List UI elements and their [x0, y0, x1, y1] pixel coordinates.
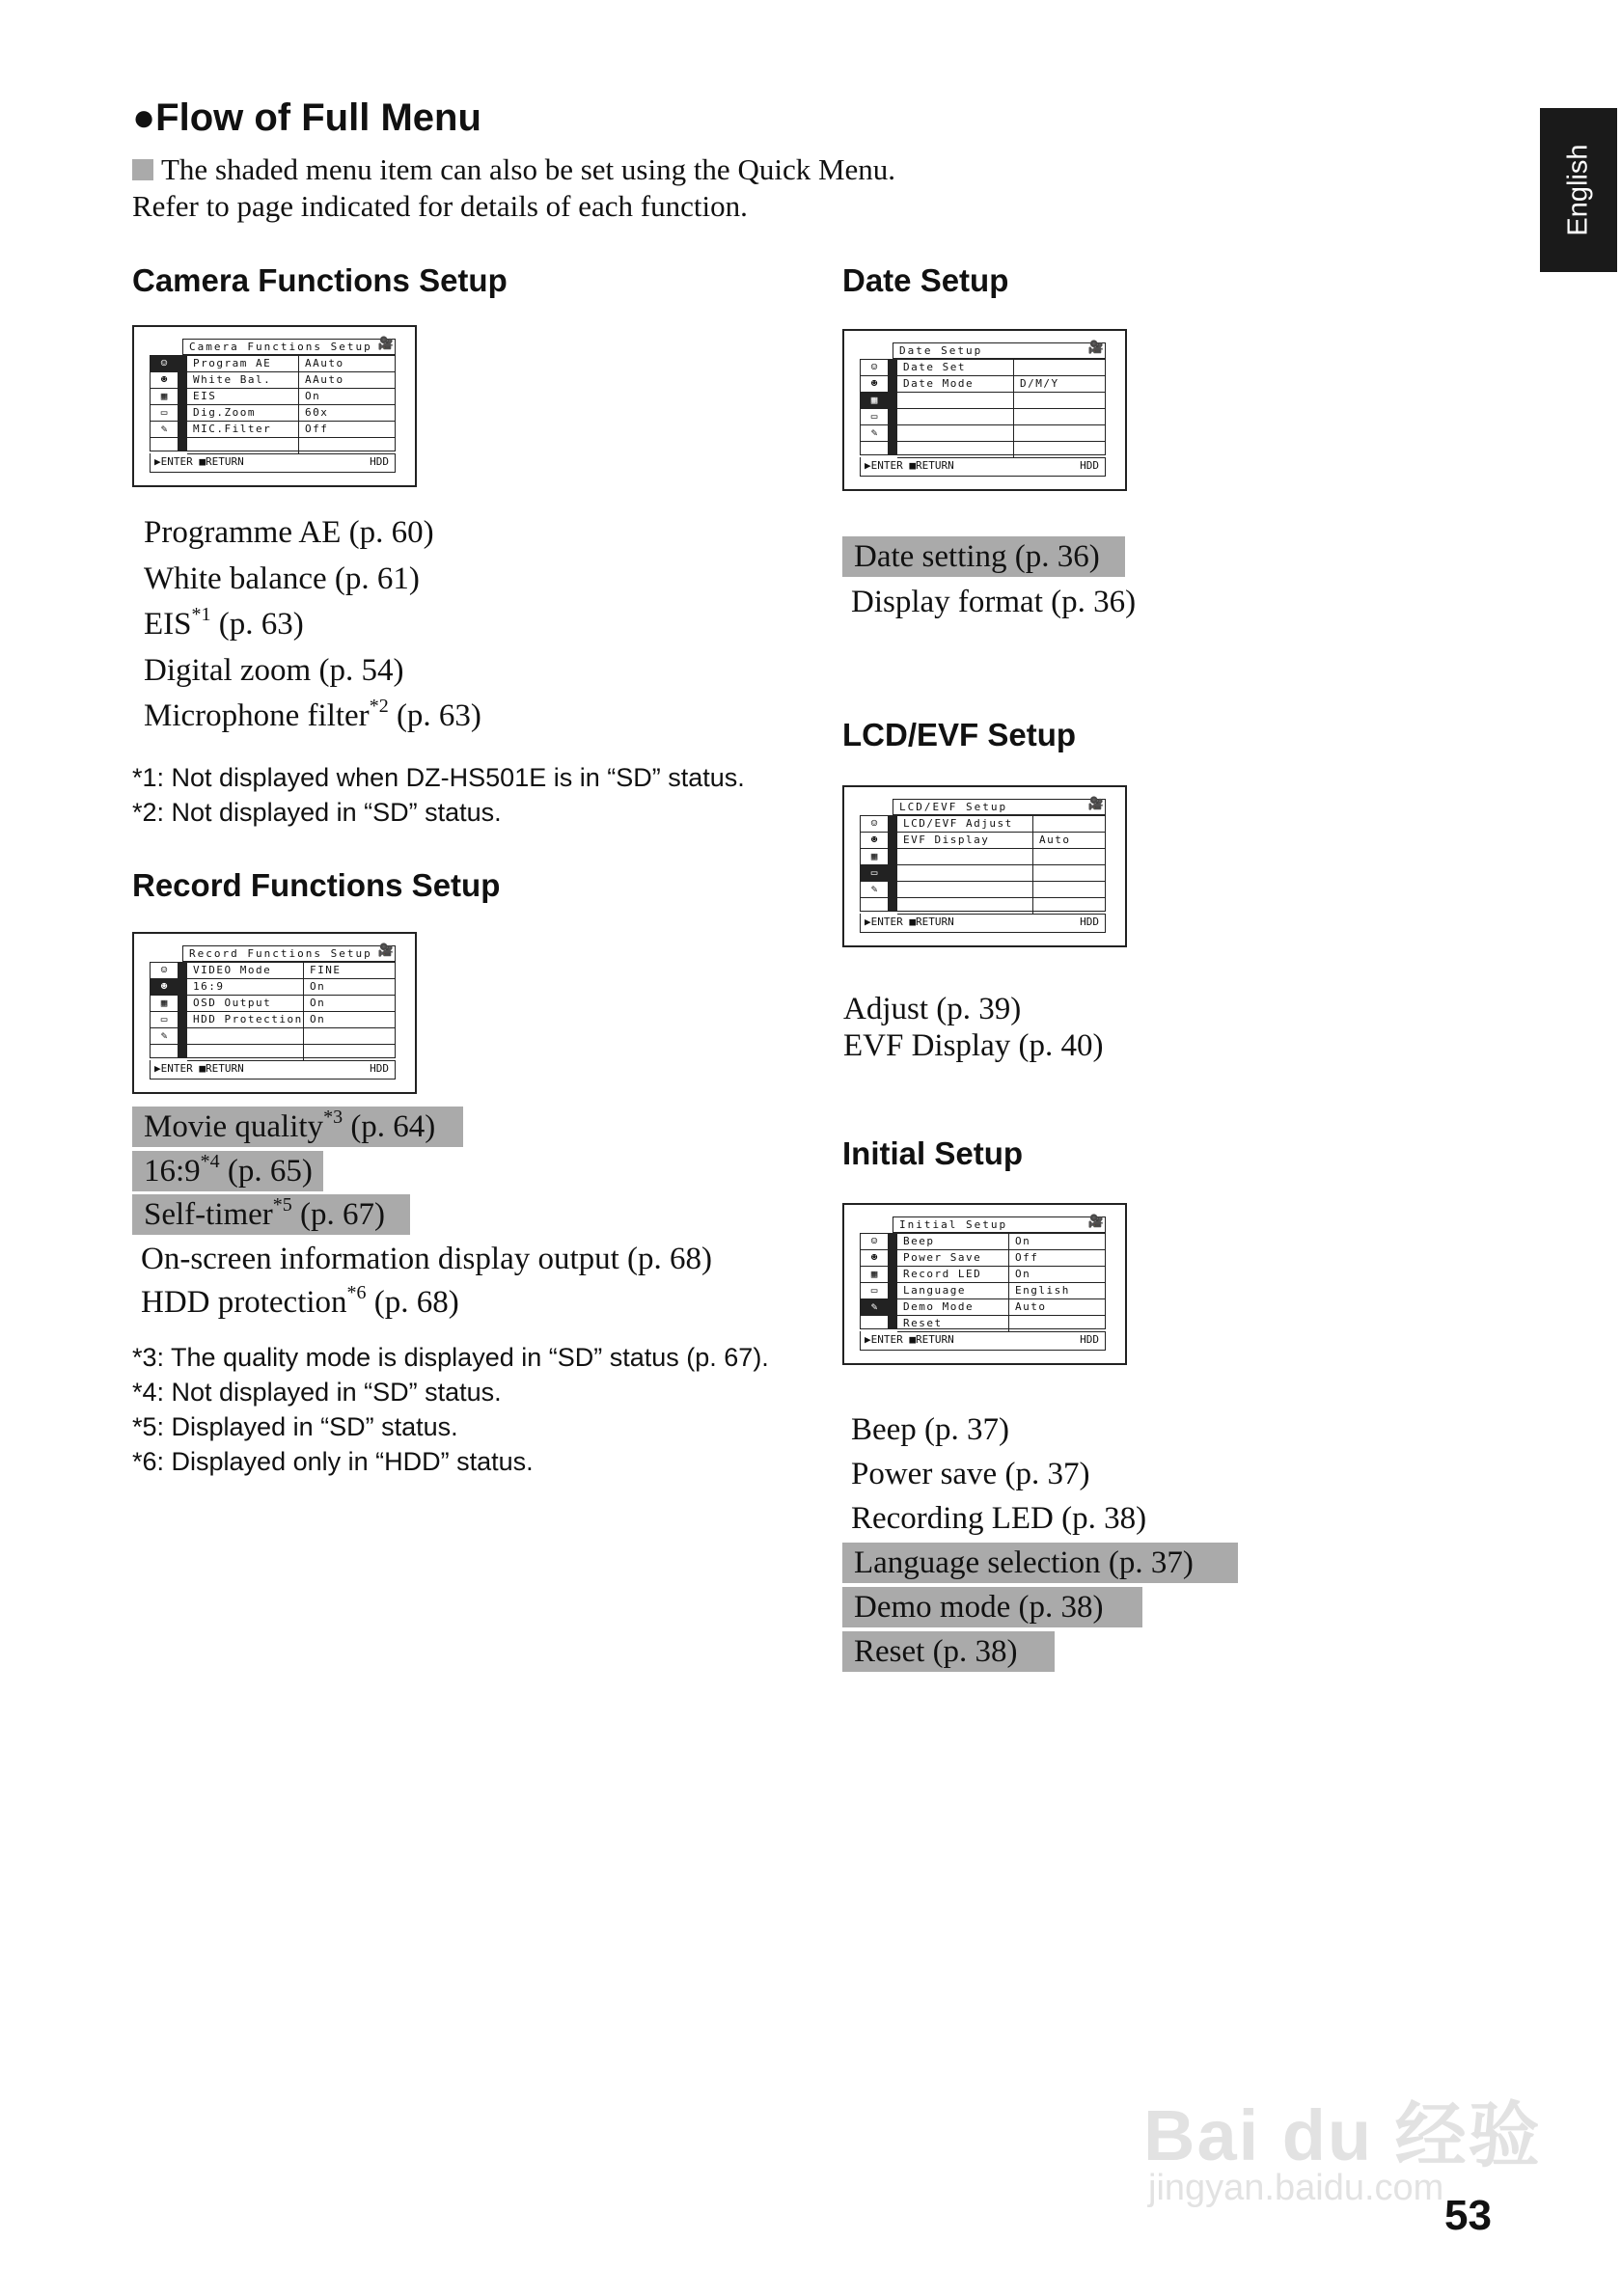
- menu-title: Initial Setup: [893, 1216, 1106, 1233]
- menu-row-value: [1032, 898, 1105, 914]
- menu-row-label: Program AE: [193, 357, 272, 369]
- menu-row-value: [1013, 425, 1105, 441]
- footnote-ref: *4: [200, 1150, 220, 1172]
- menu-row: [187, 963, 395, 979]
- menu-item-reference: [842, 1543, 1238, 1583]
- hdd-indicator: HDD: [1080, 916, 1099, 928]
- hdd-indicator: HDD: [1080, 1333, 1099, 1346]
- return-hint: ■RETURN: [909, 916, 954, 928]
- menu-tab-icon: ☺: [861, 816, 888, 833]
- lcd-menu-screen: [842, 785, 1127, 947]
- menu-row-value: [1013, 442, 1105, 457]
- camera-icon: 🎥: [1087, 341, 1104, 355]
- menu-row: [897, 376, 1105, 393]
- menu-row: [897, 425, 1105, 442]
- menu-item-reference: [135, 696, 481, 736]
- item-text: Display format (p. 36): [851, 585, 1137, 619]
- item-name: 16:9: [144, 1153, 201, 1189]
- menu-tab-icon: ▦: [151, 389, 178, 405]
- item-name: HDD protection: [141, 1285, 347, 1320]
- menu-title: Date Setup: [893, 342, 1106, 359]
- menu-scrollbar: [179, 962, 187, 1058]
- item-name: Self-timer: [144, 1197, 273, 1232]
- menu-row-value: FINE: [303, 963, 395, 978]
- menu-row-value: Off: [1008, 1250, 1105, 1266]
- item-page: (p. 63): [388, 698, 481, 733]
- date-setup-heading: Date Setup: [842, 262, 1009, 298]
- menu-settings: [187, 355, 396, 451]
- menu-row-value: [1013, 360, 1105, 375]
- menu-item-reference: [842, 1587, 1142, 1627]
- menu-row: [897, 833, 1105, 849]
- camera-setup-heading: Camera Functions Setup: [132, 262, 508, 298]
- item-text: Demo mode (p. 38): [854, 1590, 1104, 1625]
- camera-icon: 🎥: [1087, 1215, 1104, 1229]
- menu-row-label: HDD Protection: [193, 1013, 303, 1025]
- menu-row-value: [1008, 1316, 1105, 1331]
- menu-tab-icon: ☻: [861, 1250, 888, 1267]
- item-text: EVF Display (p. 40): [843, 1028, 1104, 1063]
- item-page: (p. 67): [291, 1197, 386, 1232]
- menu-row-label: EVF Display: [903, 834, 990, 846]
- menu-row-value: On: [1008, 1267, 1105, 1282]
- watermark-url: jingyan.baidu.com: [1148, 2168, 1444, 2208]
- enter-hint: ▶ENTER: [865, 916, 903, 928]
- item-name: Movie quality: [144, 1109, 324, 1144]
- menu-item-reference: [132, 1282, 459, 1323]
- menu-item-reference: [135, 512, 434, 553]
- record-note-1: *3: The quality mode is displayed in “SD” status (p. 67).: [132, 1343, 769, 1372]
- menu-row-value: English: [1008, 1283, 1105, 1298]
- initial-menu-screen: [842, 1203, 1127, 1365]
- menu-row: [897, 1316, 1105, 1332]
- menu-row: [897, 882, 1105, 898]
- menu-row: [187, 1012, 395, 1028]
- item-text: Recording LED (p. 38): [851, 1501, 1147, 1536]
- menu-tab-icon: ✎: [861, 425, 888, 442]
- hdd-indicator: HDD: [370, 455, 389, 468]
- menu-tab-icon: ☺: [151, 356, 178, 372]
- menu-row: [897, 1234, 1105, 1250]
- menu-row-value: On: [1008, 1234, 1105, 1249]
- language-tab: [1540, 108, 1617, 272]
- menu-row-value: AAuto: [298, 372, 395, 388]
- menu-tab-icon: ☻: [151, 372, 178, 389]
- menu-tab-icon: ✎: [151, 1028, 178, 1045]
- hdd-indicator: HDD: [1080, 459, 1099, 472]
- menu-row-label: Power Save: [903, 1251, 982, 1264]
- menu-row-label: Reset: [903, 1317, 943, 1329]
- return-hint: ■RETURN: [199, 455, 244, 468]
- record-note-2: *4: Not displayed in “SD” status.: [132, 1378, 502, 1407]
- menu-row: [897, 1283, 1105, 1299]
- menu-row-label: OSD Output: [193, 997, 272, 1009]
- item-text: Beep (p. 37): [851, 1412, 1010, 1447]
- menu-row-label: MIC.Filter: [193, 423, 272, 435]
- camera-note-1: *1: Not displayed when DZ-HS501E is in “SD” status.: [132, 763, 745, 792]
- camera-menu-screen: [132, 325, 417, 487]
- menu-row: [897, 1267, 1105, 1283]
- menu-footer: [860, 914, 1106, 933]
- watermark-brand: Bai du 经验: [1143, 2095, 1542, 2175]
- menu-tab-icon: ✎: [861, 882, 888, 898]
- item-text: Adjust (p. 39): [843, 992, 1022, 1026]
- menu-settings: [897, 815, 1106, 912]
- record-setup-heading: Record Functions Setup: [132, 867, 501, 903]
- menu-row: [187, 979, 395, 996]
- menu-item-reference: [842, 536, 1125, 577]
- menu-row-value: [1032, 849, 1105, 864]
- menu-tab-icon: ☺: [861, 1234, 888, 1250]
- menu-row-value: [1032, 865, 1105, 881]
- menu-row-label: EIS: [193, 390, 217, 402]
- menu-tab-icon: ☻: [151, 979, 178, 996]
- menu-item-reference: [135, 604, 304, 644]
- hdd-indicator: HDD: [370, 1062, 389, 1075]
- menu-row-label: 16:9: [193, 980, 225, 993]
- camera-icon: 🎥: [377, 337, 394, 351]
- menu-scrollbar: [889, 1233, 897, 1329]
- menu-row-label: White Bal.: [193, 373, 272, 386]
- record-note-3: *5: Displayed in “SD” status.: [132, 1412, 458, 1441]
- item-page: (p. 65): [219, 1153, 313, 1189]
- menu-tab-icon: ▭: [151, 405, 178, 422]
- menu-row-value: AAuto: [298, 356, 395, 371]
- menu-scrollbar: [889, 815, 897, 912]
- menu-row-value: Auto: [1032, 833, 1105, 848]
- menu-row: [187, 438, 395, 454]
- record-note-4: *6: Displayed only in “HDD” status.: [132, 1447, 534, 1476]
- menu-tab-icon: ▭: [861, 409, 888, 425]
- item-page: (p. 63): [210, 607, 304, 642]
- footnote-ref: *3: [323, 1107, 343, 1128]
- menu-title: LCD/EVF Setup: [893, 799, 1106, 815]
- menu-tab-column: [860, 1233, 889, 1329]
- menu-tab-icon: ▭: [151, 1012, 178, 1028]
- menu-row: [187, 389, 395, 405]
- menu-title: Record Functions Setup: [182, 945, 396, 962]
- menu-row: [897, 393, 1105, 409]
- record-menu-screen: [132, 932, 417, 1094]
- menu-row: [897, 442, 1105, 458]
- menu-row: [187, 1028, 395, 1045]
- item-text: On-screen information display output (p. 68): [141, 1241, 713, 1276]
- intro-line-1: [132, 152, 895, 187]
- menu-row-value: [303, 1028, 395, 1044]
- menu-row: [187, 996, 395, 1012]
- menu-row: [897, 849, 1105, 865]
- menu-tab-icon: ▦: [861, 393, 888, 409]
- camera-note-2: *2: Not displayed in “SD” status.: [132, 798, 502, 827]
- date-menu-screen: [842, 329, 1127, 491]
- return-hint: ■RETURN: [909, 1333, 954, 1346]
- menu-row: [897, 360, 1105, 376]
- menu-item-reference: [135, 650, 403, 691]
- item-page: (p. 64): [343, 1109, 436, 1144]
- enter-hint: ▶ENTER: [154, 455, 193, 468]
- menu-tab-icon: ☺: [151, 963, 178, 979]
- menu-row: [187, 356, 395, 372]
- menu-item-reference: [842, 582, 1136, 622]
- footnote-ref: *2: [369, 696, 389, 717]
- menu-row: [187, 1045, 395, 1061]
- menu-item-reference: [842, 1454, 1089, 1494]
- footnote-ref: *5: [272, 1194, 292, 1216]
- footnote-ref: *1: [191, 604, 211, 625]
- menu-tab-icon: ▦: [861, 849, 888, 865]
- enter-hint: ▶ENTER: [865, 1333, 903, 1346]
- menu-tab-icon: ✎: [861, 1299, 888, 1316]
- return-hint: ■RETURN: [909, 459, 954, 472]
- menu-tab-icon: ▭: [861, 1283, 888, 1299]
- shaded-square-icon: [132, 159, 153, 180]
- menu-row-value: [298, 438, 395, 453]
- menu-item-reference: [835, 1025, 1103, 1066]
- menu-settings: [187, 962, 396, 1058]
- menu-item-reference: [132, 1107, 463, 1147]
- page-number: 53: [1444, 2192, 1492, 2239]
- menu-row-value: [1032, 882, 1105, 897]
- menu-row-value: D/M/Y: [1013, 376, 1105, 392]
- menu-row: [897, 1250, 1105, 1267]
- menu-row-label: Record LED: [903, 1268, 982, 1280]
- menu-item-reference: [842, 1631, 1055, 1672]
- menu-tab-icon: ☻: [861, 376, 888, 393]
- language-tab-label: English: [1562, 144, 1594, 236]
- item-text: Programme AE (p. 60): [144, 515, 434, 550]
- item-text: Date setting (p. 36): [854, 539, 1100, 574]
- menu-item-reference: [135, 559, 420, 599]
- return-hint: ■RETURN: [199, 1062, 244, 1075]
- menu-row-value: [303, 1045, 395, 1060]
- enter-hint: ▶ENTER: [154, 1062, 193, 1075]
- menu-tab-icon: ▭: [861, 865, 888, 882]
- menu-footer: [150, 1060, 396, 1080]
- page-title: ●Flow of Full Menu: [132, 96, 481, 139]
- menu-row: [897, 865, 1105, 882]
- menu-tab-column: [150, 962, 179, 1058]
- menu-tab-icon: ☺: [861, 360, 888, 376]
- item-text: Power save (p. 37): [851, 1457, 1090, 1491]
- menu-row-label: Date Mode: [903, 377, 975, 390]
- menu-row: [897, 816, 1105, 833]
- menu-item-reference: [132, 1239, 712, 1279]
- menu-footer: [860, 1331, 1106, 1351]
- item-text: Language selection (p. 37): [854, 1545, 1194, 1580]
- menu-row-label: VIDEO Mode: [193, 964, 272, 976]
- menu-row-value: On: [303, 1012, 395, 1027]
- menu-row-value: 60x: [298, 405, 395, 421]
- menu-item-reference: [842, 1409, 1009, 1450]
- menu-footer: [860, 457, 1106, 477]
- menu-row-label: Date Set: [903, 361, 966, 373]
- menu-row-label: Dig.Zoom: [193, 406, 256, 419]
- enter-hint: ▶ENTER: [865, 459, 903, 472]
- menu-row-value: On: [303, 979, 395, 995]
- menu-item-reference: [835, 989, 1021, 1029]
- menu-scrollbar: [179, 355, 187, 451]
- menu-row-value: On: [303, 996, 395, 1011]
- menu-row-value: Off: [298, 422, 395, 437]
- menu-row-value: On: [298, 389, 395, 404]
- camera-icon: 🎥: [1087, 797, 1104, 811]
- menu-tab-icon: ▦: [151, 996, 178, 1012]
- menu-row-value: [1032, 816, 1105, 832]
- item-text: White balance (p. 61): [144, 560, 420, 596]
- item-text: Reset (p. 38): [854, 1634, 1018, 1669]
- menu-row: [897, 1299, 1105, 1316]
- menu-item-reference: [132, 1151, 323, 1191]
- item-text: Digital zoom (p. 54): [144, 652, 404, 688]
- menu-footer: [150, 453, 396, 473]
- menu-scrollbar: [889, 359, 897, 455]
- menu-row: [897, 898, 1105, 915]
- menu-settings: [897, 1233, 1106, 1329]
- menu-title: Camera Functions Setup: [182, 339, 396, 355]
- item-name: EIS: [144, 607, 192, 642]
- menu-row-label: Beep: [903, 1235, 935, 1247]
- menu-row-label: LCD/EVF Adjust: [903, 817, 1013, 830]
- menu-item-reference: [132, 1194, 410, 1235]
- menu-row-value: [1013, 409, 1105, 424]
- menu-row-label: Language: [903, 1284, 966, 1297]
- lcd-setup-heading: LCD/EVF Setup: [842, 717, 1077, 752]
- menu-tab-column: [860, 815, 889, 912]
- initial-setup-heading: Initial Setup: [842, 1135, 1024, 1171]
- menu-row-value: Auto: [1008, 1299, 1105, 1315]
- menu-row-label: Demo Mode: [903, 1300, 975, 1313]
- menu-tab-column: [860, 359, 889, 455]
- item-name: Microphone filter: [144, 698, 370, 733]
- menu-row: [187, 372, 395, 389]
- menu-tab-column: [150, 355, 179, 451]
- menu-tab-icon: ▦: [861, 1267, 888, 1283]
- camera-icon: 🎥: [377, 943, 394, 958]
- intro-line-2: Refer to page indicated for details of each function.: [132, 189, 748, 223]
- menu-tab-icon: ☻: [861, 833, 888, 849]
- intro-line-1-text: The shaded menu item can also be set using the Quick Menu.: [161, 152, 896, 186]
- menu-tab-icon: ✎: [151, 422, 178, 438]
- menu-item-reference: [842, 1498, 1146, 1539]
- item-page: (p. 68): [366, 1285, 459, 1320]
- menu-row: [187, 422, 395, 438]
- menu-row: [897, 409, 1105, 425]
- menu-row: [187, 405, 395, 422]
- menu-row-value: [1013, 393, 1105, 408]
- footnote-ref: *6: [346, 1282, 367, 1303]
- menu-settings: [897, 359, 1106, 455]
